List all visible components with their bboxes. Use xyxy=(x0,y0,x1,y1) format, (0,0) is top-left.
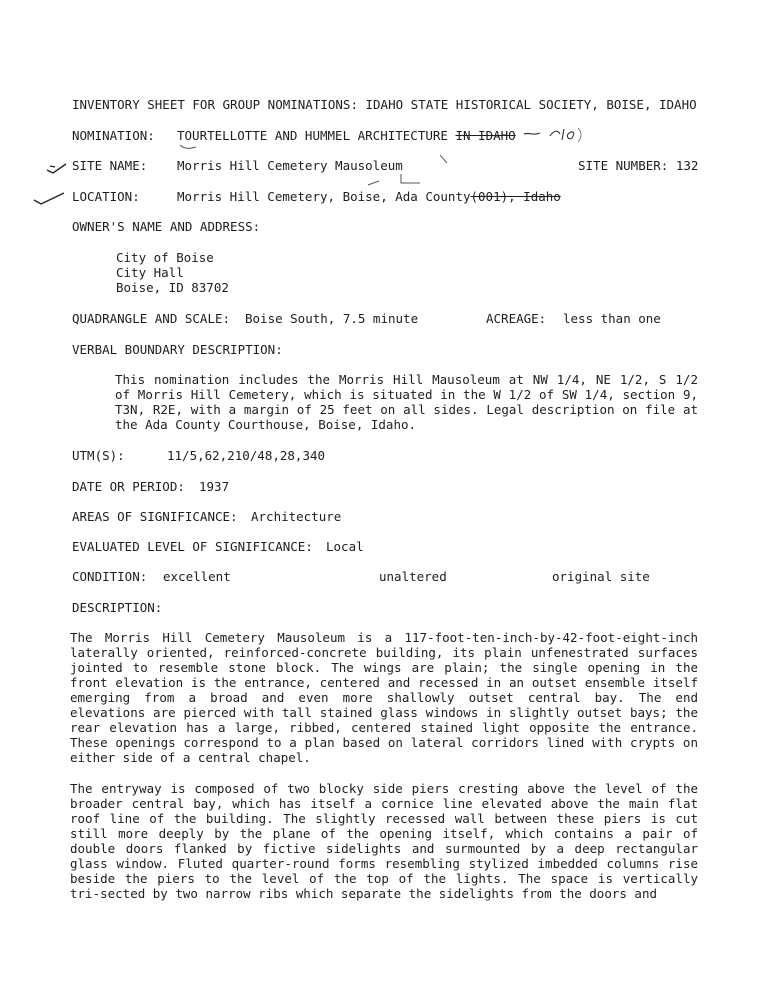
areas-label: AREAS OF SIGNIFICANCE: xyxy=(72,509,238,524)
sheet-header: INVENTORY SHEET FOR GROUP NOMINATIONS: IDAHO STATE HISTORICAL SOCIETY, BOISE, IDAHO xyxy=(72,97,697,112)
condition-value-unaltered: unaltered xyxy=(379,569,447,584)
check-mark-icon xyxy=(45,160,69,176)
nomination-value: TOURTELLOTTE AND HUMMEL ARCHITECTURE xyxy=(177,128,448,143)
condition-value-original-site: original site xyxy=(552,569,650,584)
acreage-label: ACREAGE: xyxy=(486,311,547,326)
description-paragraph-2: The entryway is composed of two blocky side piers cresting above the level of the broader central bay, which has itself a cornice line elevated above the main flat roof line of the building. The slightly recessed wall between these piers is cut still more deeply by the plane of the opening itself, which contains a pair of double doors flanked by fictive sidelights and surmounted by a deep rectangular glass window. Fluted quarter-round forms resembling stylized imbedded columns rise beside the piers to the level of the top of the lights. The space is vertically tri-sected by two narrow ribs which separate the sidelights from the doors and xyxy=(70,781,698,901)
site-number xyxy=(578,158,698,173)
description-label: DESCRIPTION: xyxy=(72,600,163,615)
site-name-value: Morris Hill Cemetery Mausoleum xyxy=(177,158,403,173)
boundary-label: VERBAL BOUNDARY DESCRIPTION: xyxy=(72,342,283,357)
site-number-value: 132 xyxy=(675,158,699,173)
level-label: EVALUATED LEVEL OF SIGNIFICANCE: xyxy=(72,539,313,554)
date-value: 1937 xyxy=(199,479,230,494)
condition-value-excellent: excellent xyxy=(163,569,231,584)
owner-label: OWNER'S NAME AND ADDRESS: xyxy=(72,219,261,234)
acreage-value: less than one xyxy=(563,311,661,326)
location-row xyxy=(177,189,561,204)
location-value: Morris Hill Cemetery, Boise, Ada County xyxy=(177,189,471,204)
nomination-label: NOMINATION: xyxy=(72,128,155,143)
owner-line: City Hall xyxy=(116,265,184,280)
description-paragraph-1: The Morris Hill Cemetery Mausoleum is a 117-foot-ten-inch-by-42-foot-eight-inch laterally oriented, reinforced-concrete building, its plain unfenestrated surfaces jointed to resemble stone block. The wings are plain; the single opening in the front elevation is the entrance, centered and recessed in an outset ensemble itself emerging from a broad and even more shallowly outset central bay. The end elevations are pierced with tall stained glass windows in slightly outset bays; the rear elevation has a large, ribbed, centered stained light opposite the entrance. These openings correspond to a plan based on lateral corridors lined with crypts on either side of a central chapel. xyxy=(70,630,698,765)
quadrangle-value: Boise South, 7.5 minute xyxy=(245,311,419,326)
location-struck-text: (001), Idaho xyxy=(470,189,561,204)
condition-label: CONDITION: xyxy=(72,569,148,584)
nomination-struck-text: IN IDAHO xyxy=(455,128,516,143)
location-label: LOCATION: xyxy=(72,189,140,204)
quadrangle-label: QUADRANGLE AND SCALE: xyxy=(72,311,231,326)
date-label: DATE OR PERIOD: xyxy=(72,479,185,494)
handwritten-mark-signature xyxy=(520,122,590,146)
handwritten-tick-icon xyxy=(366,178,382,188)
handwritten-tick-icon xyxy=(178,143,198,151)
handwritten-tick-icon xyxy=(438,153,450,167)
areas-value: Architecture xyxy=(251,509,342,524)
site-name-label: SITE NAME: xyxy=(72,158,148,173)
check-mark-icon xyxy=(32,190,66,206)
owner-line: Boise, ID 83702 xyxy=(116,280,229,295)
utm-value: 11/5,62,210/48,28,340 xyxy=(167,448,326,463)
owner-line: City of Boise xyxy=(116,250,214,265)
site-number-label: SITE NUMBER: xyxy=(578,158,669,173)
utm-label: UTM(S): xyxy=(72,448,125,463)
handwritten-tick-icon xyxy=(398,172,424,186)
boundary-description: This nomination includes the Morris Hill Mausoleum at NW 1/4, NE 1/2, S 1/2 of Morris Hill Cemetery, which is situated in the W 1/2 of SW 1/4, section 9, T3N, R2E, with a margin of 25 feet on all sides. Legal description on file at the Ada County Courthouse, Boise, Idaho. xyxy=(115,372,698,432)
level-value: Local xyxy=(326,539,364,554)
nomination-row xyxy=(177,128,516,143)
